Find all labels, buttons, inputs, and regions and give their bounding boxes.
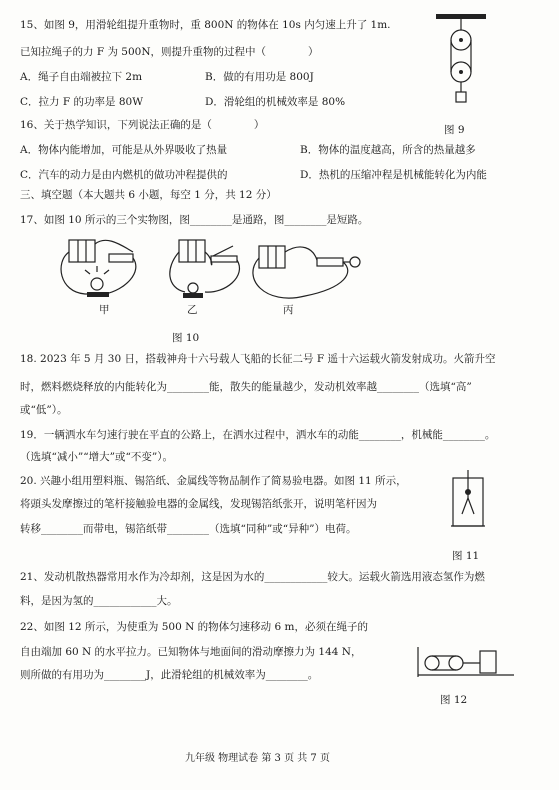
figure-12-horizontal-pulley bbox=[418, 645, 518, 685]
figure-10-circuits bbox=[55, 232, 395, 312]
q22-line-1: 22、如图 12 所示，为使重为 500 N 的物体匀速移动 6 m，必须在绳子的 bbox=[20, 621, 368, 633]
figure-9-pulley-diagram bbox=[432, 12, 492, 107]
movable-pulley-axle bbox=[459, 70, 463, 74]
q22-line-2: 自由端加 60 N 的水平拉力。已知物体与地面间的滑动摩擦力为 144 N， bbox=[20, 646, 362, 658]
circuit-label-yi: 乙 bbox=[187, 304, 198, 316]
bulb-bing bbox=[350, 257, 360, 267]
figure-11-electroscope bbox=[449, 470, 489, 530]
q20-line-2: 将頭头发摩擦过的笔杆接触验电器的金属线，发现锡箔纸张开，说明笔杆因为 bbox=[20, 498, 377, 510]
bulb-jia bbox=[91, 278, 103, 290]
q15-option-a: A．绳子自由端被拉下 2m bbox=[20, 71, 143, 83]
battery-jia bbox=[69, 240, 95, 262]
figure-12-caption: 图 12 bbox=[440, 694, 468, 706]
q15-stem-2: 已知拉绳子的力 F 为 500N，则提升重物的过程中（ ） bbox=[20, 46, 319, 58]
fixed-pulley-axle bbox=[459, 38, 463, 42]
q16-option-c: C．汽车的动力是由内燃机的做功冲程提供的 bbox=[20, 169, 228, 181]
q15-option-d: D．滑轮组的机械效率是 80% bbox=[205, 96, 346, 108]
circuit-bing bbox=[253, 246, 360, 298]
q21-line-2: 料，是因为氢的____________大。 bbox=[20, 595, 178, 607]
q20-line-3: 转移________而带电，锡箔纸带________（选填“同种”或“异种”）电荷。 bbox=[20, 523, 357, 535]
switch-jia bbox=[109, 254, 133, 262]
figure-10-caption: 图 10 bbox=[172, 332, 200, 344]
q17-stem: 17、如图 10 所示的三个实物图，图________是通路，图________是短路。 bbox=[20, 214, 369, 226]
foil-leaves bbox=[462, 498, 474, 514]
circuit-jia bbox=[61, 240, 136, 297]
movable-pulley-12 bbox=[449, 656, 463, 670]
battery-yi bbox=[179, 240, 205, 262]
circuit-label-jia: 甲 bbox=[99, 304, 110, 316]
q16-stem: 16、关于热学知识，下列说法正确的是（ ） bbox=[20, 119, 265, 131]
q20-line-1: 20. 兴趣小组用塑料瓶、锡箔纸、金属线等物品制作了简易验电器。如图 11 所示， bbox=[20, 475, 407, 487]
q15-option-c: C．拉力 F 的功率是 80W bbox=[20, 96, 143, 108]
figure-9-caption: 图 9 bbox=[444, 124, 465, 136]
bulb-yi bbox=[188, 283, 198, 293]
q21-line-1: 21、发动机散热器常用水作为冷却剂，这是因为水的____________较大。运载火箭选用液态氢作为燃 bbox=[20, 571, 485, 583]
ceiling-mount bbox=[436, 14, 486, 19]
q19-line-1: 19．一辆洒水车匀速行驶在平直的公路上，在洒水过程中，洒水车的动能________，机械能________。 bbox=[20, 429, 496, 441]
q18-line-3: 或“低”）。 bbox=[20, 404, 68, 416]
circuit-yi bbox=[170, 240, 240, 298]
q19-line-2: （选填“减小”“增大”或“不变”）。 bbox=[20, 451, 173, 463]
q15-option-b: B．做的有用功是 800J bbox=[205, 71, 314, 83]
q16-option-d: D．热机的压缩冲程是机械能转化为内能 bbox=[300, 169, 487, 181]
page-footer: 九年级 物理试卷 第 3 页 共 7 页 bbox=[185, 753, 330, 764]
q15-stem: 15、如图 9，用滑轮组提升重物时，重 800N 的物体在 10s 内匀速上升了 1m. bbox=[20, 19, 391, 31]
switch-yi bbox=[213, 246, 233, 256]
battery-bing bbox=[259, 246, 285, 268]
block-12 bbox=[480, 651, 496, 673]
figure-11-caption: 图 11 bbox=[452, 550, 480, 562]
q16-option-a: A．物体内能增加，可能是从外界吸收了热量 bbox=[20, 144, 228, 156]
section-3-heading: 三、填空题（本大题共 6 小题，每空 1 分，共 12 分） bbox=[20, 189, 277, 201]
fixed-pulley-12 bbox=[425, 656, 439, 670]
switch-bing bbox=[317, 258, 343, 266]
q18-line-2: 时，燃料燃烧释放的内能转化为________能，散失的能量越少，发动机效率越________（选填“高” bbox=[20, 381, 472, 393]
q22-line-3: 则所做的有用功为________J，此滑轮组的机械效率为________。 bbox=[20, 669, 319, 681]
q18-line-1: 18. 2023 年 5 月 30 日，搭载神舟十六号载人飞船的长征二号 F 遥十六运载火箭发射成功。火箭升空 bbox=[20, 353, 496, 365]
load-block bbox=[456, 92, 466, 102]
circuit-label-bing: 丙 bbox=[283, 304, 294, 316]
q16-option-b: B．物体的温度越高，所含的热量越多 bbox=[300, 144, 476, 156]
